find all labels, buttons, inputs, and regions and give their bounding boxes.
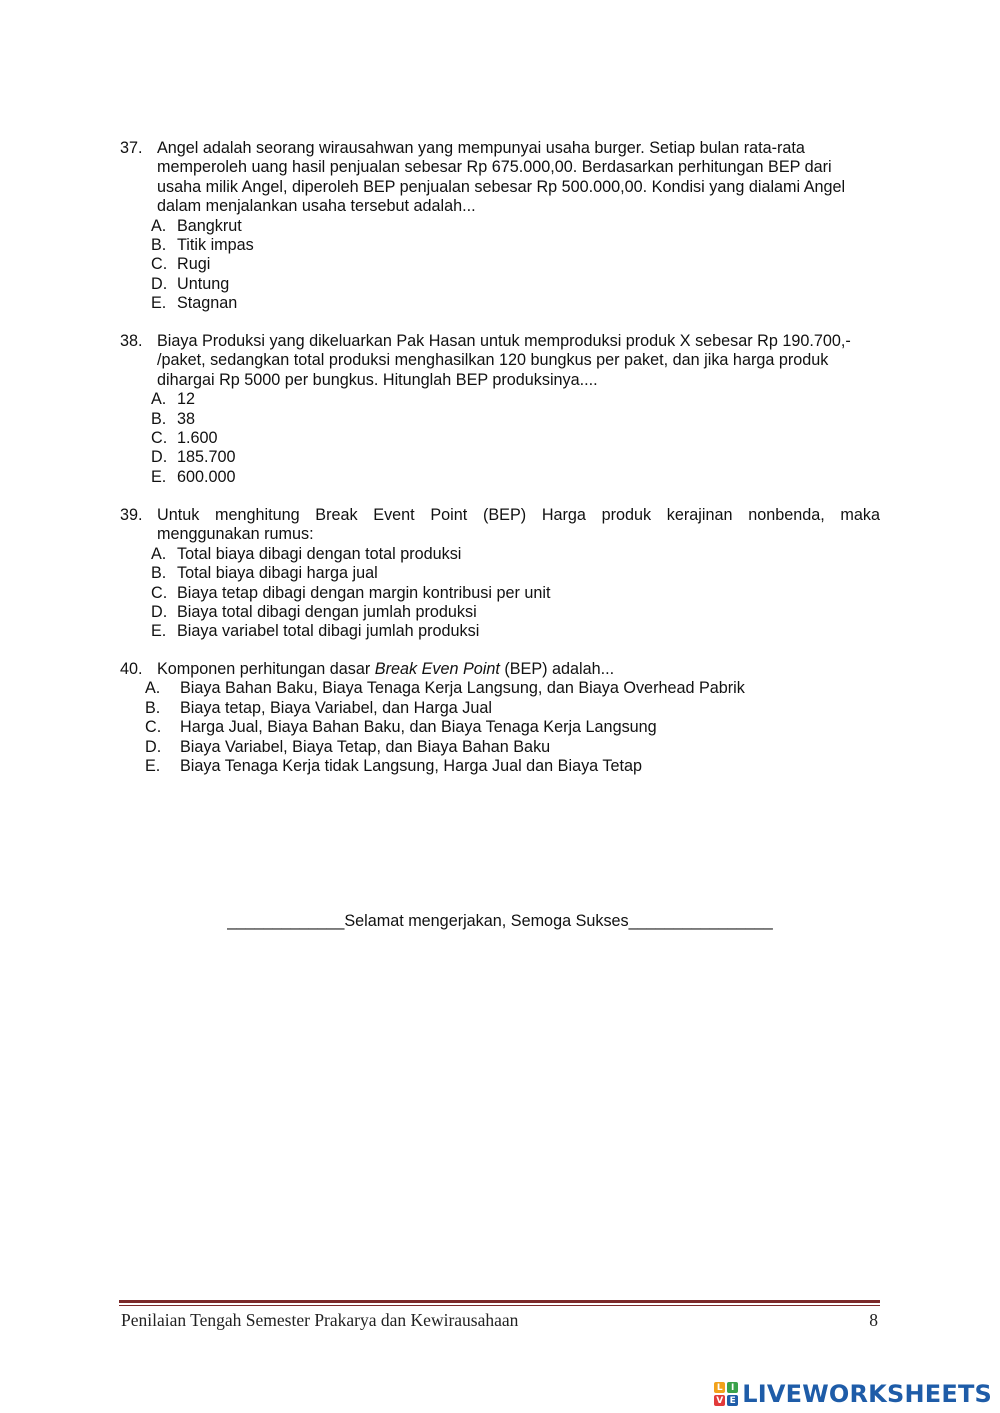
- logo-letter-v: V: [714, 1395, 725, 1406]
- option-letter: B.: [151, 236, 167, 255]
- option-text: Untung: [177, 274, 230, 293]
- option-text: Harga Jual, Biaya Bahan Baku, dan Biaya Tenaga Kerja Langsung: [180, 718, 657, 737]
- liveworksheets-logo-icon: [714, 1382, 738, 1406]
- answer-options: [151, 545, 880, 642]
- option-text: Biaya variabel total dibagi jumlah produksi: [177, 622, 480, 641]
- question-text-line: menggunakan rumus:: [157, 525, 314, 544]
- option-text: Stagnan: [177, 294, 238, 313]
- logo-letter-i: I: [727, 1382, 738, 1393]
- question-text: [157, 506, 880, 545]
- option-letter: E.: [151, 294, 167, 313]
- option-letter: D.: [151, 448, 168, 467]
- answer-option-a[interactable]: [151, 545, 880, 564]
- option-text: 1.600: [177, 429, 218, 448]
- answer-option-b[interactable]: [145, 699, 880, 718]
- question-37: [120, 139, 880, 314]
- option-text: Biaya Tenaga Kerja tidak Langsung, Harga Jual dan Biaya Tetap: [180, 757, 642, 776]
- question-text-line: Untuk menghitung Break Event Point (BEP) Harga produk kerajinan nonbenda, maka: [157, 506, 880, 524]
- question-40: [120, 660, 880, 776]
- option-letter: A.: [145, 679, 161, 698]
- answer-option-d[interactable]: [151, 275, 880, 294]
- answer-option-e[interactable]: [145, 757, 880, 776]
- closing-message: _____________Selamat mengerjakan, Semoga Sukses________________: [227, 912, 773, 930]
- answer-option-a[interactable]: [151, 217, 880, 236]
- option-letter: C.: [151, 583, 168, 602]
- option-letter: A.: [151, 216, 167, 235]
- question-text: [157, 332, 880, 390]
- logo-letter-e: E: [727, 1395, 738, 1406]
- question-text-line: Angel adalah seorang wirausahwan yang mempunyai usaha burger. Setiap bulan rata-rata: [157, 139, 805, 157]
- question-text-line: memperoleh uang hasil penjualan sebesar Rp 675.000,00. Berdasarkan perhitungan BEP dari: [157, 158, 832, 177]
- page-number: 8: [869, 1310, 878, 1330]
- option-text: Biaya Bahan Baku, Biaya Tenaga Kerja Langsung, dan Biaya Overhead Pabrik: [180, 679, 745, 698]
- answer-option-b[interactable]: [151, 410, 880, 429]
- footer-rule-thin: [119, 1305, 880, 1306]
- question-number: 39.: [120, 506, 143, 524]
- question-text-line: /paket, sedangkan total produksi menghasilkan 120 bungkus per paket, dan jika harga produk: [157, 351, 829, 370]
- option-text: Bangkrut: [177, 216, 242, 235]
- option-text: 38: [177, 409, 196, 428]
- option-text: Biaya Variabel, Biaya Tetap, dan Biaya Bahan Baku: [180, 737, 551, 756]
- option-letter: C.: [145, 718, 162, 737]
- answer-options: [151, 390, 880, 487]
- answer-option-d[interactable]: [151, 448, 880, 467]
- answer-option-d[interactable]: [151, 603, 880, 622]
- option-text: 600.000: [177, 467, 236, 486]
- option-letter: E.: [151, 467, 167, 486]
- option-text: Rugi: [177, 255, 211, 274]
- option-letter: A.: [151, 390, 167, 409]
- option-text: Biaya total dibagi dengan jumlah produksi: [177, 603, 477, 622]
- question-39: [120, 506, 880, 642]
- answer-option-c[interactable]: [151, 255, 880, 274]
- question-number: 40.: [120, 660, 143, 678]
- option-text: 185.700: [177, 448, 236, 467]
- answer-option-e[interactable]: [151, 294, 880, 313]
- question-text-italic: Break Even Point: [374, 660, 500, 678]
- answer-option-b[interactable]: [151, 236, 880, 255]
- option-letter: D.: [151, 274, 168, 293]
- option-text: Titik impas: [177, 236, 254, 255]
- question-text-before: Komponen perhitungan dasar: [157, 660, 375, 678]
- option-text: Biaya tetap dibagi dengan margin kontribusi per unit: [177, 583, 551, 602]
- question-text-line: dihargai Rp 5000 per bungkus. Hitunglah BEP produksinya....: [157, 370, 598, 389]
- option-text: Total biaya dibagi dengan total produksi: [177, 544, 462, 563]
- question-text: [157, 139, 880, 217]
- footer-rule-thick: [119, 1300, 880, 1303]
- answer-option-c[interactable]: [145, 718, 880, 737]
- answer-options: [145, 679, 880, 776]
- option-text: 12: [177, 390, 196, 409]
- question-number: 37.: [120, 139, 143, 157]
- answer-option-a[interactable]: [145, 679, 880, 698]
- option-letter: C.: [151, 429, 168, 448]
- answer-options: [151, 217, 880, 314]
- option-text: Biaya tetap, Biaya Variabel, dan Harga Jual: [180, 698, 492, 717]
- answer-option-c[interactable]: [151, 429, 880, 448]
- question-number: 38.: [120, 332, 143, 350]
- question-38: [120, 332, 880, 487]
- answer-option-e[interactable]: [151, 468, 880, 487]
- question-text-after: (BEP) adalah...: [499, 660, 615, 678]
- option-letter: E.: [151, 622, 167, 641]
- liveworksheets-brand[interactable]: [714, 1380, 992, 1408]
- question-text: [157, 660, 880, 679]
- question-text-line: Biaya Produksi yang dikeluarkan Pak Hasan untuk memproduksi produk X sebesar Rp 190.700,-: [157, 332, 851, 350]
- question-text-line: dalam menjalankan usaha tersebut adalah...: [157, 197, 476, 216]
- option-letter: D.: [145, 737, 162, 756]
- answer-option-c[interactable]: [151, 584, 880, 603]
- option-letter: C.: [151, 255, 168, 274]
- option-letter: B.: [151, 409, 167, 428]
- brand-name: LIVEWORKSHEETS: [742, 1380, 992, 1408]
- option-letter: B.: [151, 564, 167, 583]
- answer-option-d[interactable]: [145, 738, 880, 757]
- option-text: Total biaya dibagi harga jual: [177, 564, 378, 583]
- answer-option-b[interactable]: [151, 564, 880, 583]
- answer-option-a[interactable]: [151, 390, 880, 409]
- logo-letter-l: L: [714, 1382, 725, 1393]
- question-text-line: usaha milik Angel, diperoleh BEP penjualan sebesar Rp 500.000,00. Kondisi yang dialami Angel: [157, 177, 846, 196]
- option-letter: E.: [145, 757, 161, 776]
- answer-option-e[interactable]: [151, 622, 880, 641]
- option-letter: A.: [151, 544, 167, 563]
- option-letter: D.: [151, 603, 168, 622]
- footer-title: Penilaian Tengah Semester Prakarya dan Kewirausahaan: [121, 1310, 519, 1330]
- option-letter: B.: [145, 698, 161, 717]
